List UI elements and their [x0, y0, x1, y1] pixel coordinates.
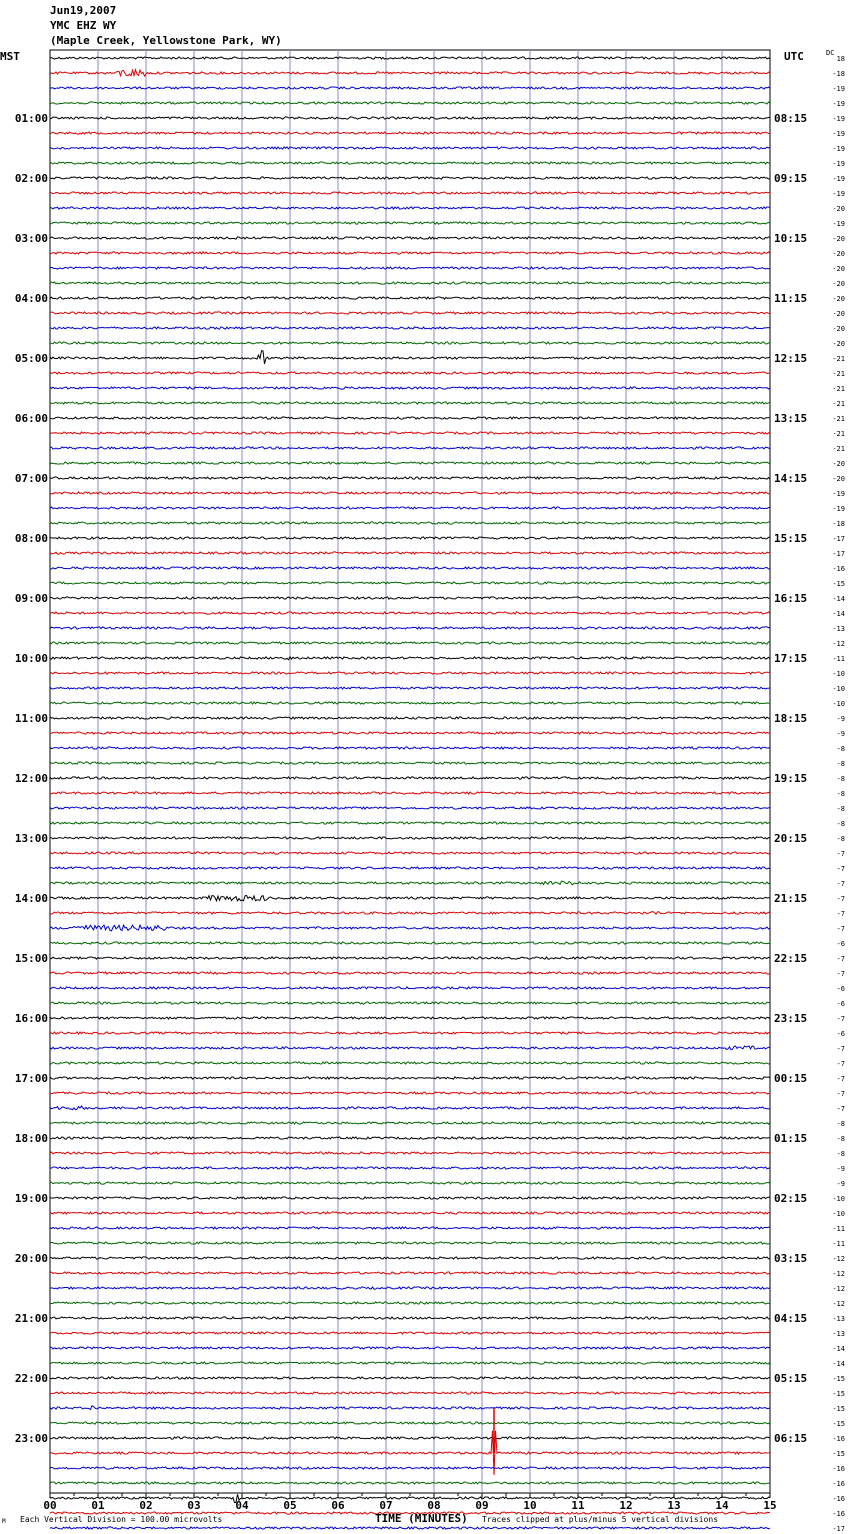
utc-hour-label: 02:15	[774, 1192, 808, 1205]
dc-offset-label: -19	[832, 175, 845, 183]
trace-line	[50, 687, 770, 689]
dc-offset-label: -20	[832, 460, 845, 468]
dc-offset-label: -8	[836, 1135, 845, 1143]
trace-line	[50, 492, 770, 494]
dc-offset-label: -8	[836, 745, 845, 753]
dc-offset-label: -7	[836, 1060, 845, 1068]
trace-line	[50, 351, 770, 364]
dc-offset-label: -20	[832, 280, 845, 288]
dc-offset-label: -7	[836, 970, 845, 978]
utc-hour-label: 12:15	[774, 352, 808, 365]
dc-label: DC	[826, 49, 835, 57]
utc-hour-label: 14:15	[774, 472, 808, 485]
trace-line	[50, 402, 770, 404]
dc-offset-label: -18	[832, 520, 845, 528]
dc-offset-label: -6	[836, 985, 845, 993]
dc-offset-label: -21	[832, 385, 845, 393]
trace-line	[50, 957, 770, 959]
trace-line	[50, 1437, 770, 1439]
x-tick-label: 15	[763, 1499, 777, 1512]
location-label: (Maple Creek, Yellowstone Park, WY)	[50, 34, 282, 47]
dc-offset-label: -20	[832, 235, 845, 243]
scale-note: Each Vertical Division = 100.00 microvolts	[20, 1515, 223, 1524]
trace-line	[50, 507, 770, 509]
dc-offset-label: -7	[836, 1105, 845, 1113]
trace-line	[50, 1362, 770, 1364]
dc-offset-label: -16	[832, 1495, 845, 1503]
trace-line	[50, 267, 770, 269]
dc-offset-label: -20	[832, 475, 845, 483]
mst-hour-label: 15:00	[14, 952, 48, 965]
dc-offset-label: -10	[832, 685, 845, 693]
dc-offset-label: -10	[832, 1210, 845, 1218]
trace-line	[50, 792, 770, 794]
trace-line	[50, 612, 770, 614]
mst-hour-label: 04:00	[14, 292, 48, 305]
mst-hour-label: 09:00	[14, 592, 48, 605]
dc-offset-label: -8	[836, 820, 845, 828]
dc-offset-label: -16	[832, 565, 845, 573]
dc-offset-label: -17	[832, 535, 845, 543]
utc-hour-label: 17:15	[774, 652, 808, 665]
dc-offset-label: -12	[832, 1300, 845, 1308]
trace-line	[50, 1467, 770, 1469]
dc-offset-label: -19	[832, 160, 845, 168]
dc-offset-label: -21	[832, 370, 845, 378]
trace-line	[50, 1182, 770, 1184]
x-tick-label: 10	[523, 1499, 537, 1512]
station-label: YMC EHZ WY	[50, 19, 117, 32]
trace-line	[50, 807, 770, 809]
trace-line	[50, 147, 770, 149]
dc-offset-label: -19	[832, 490, 845, 498]
x-tick-label: 11	[571, 1499, 585, 1512]
dc-offset-label: -10	[832, 670, 845, 678]
utc-hour-label: 15:15	[774, 532, 808, 545]
dc-offset-label: -7	[836, 1075, 845, 1083]
dc-offset-label: -19	[832, 85, 845, 93]
trace-line	[50, 1077, 770, 1079]
mst-hour-label: 08:00	[14, 532, 48, 545]
dc-offset-label: -12	[832, 1285, 845, 1293]
mst-hour-label: 14:00	[14, 892, 48, 905]
trace-line	[50, 222, 770, 224]
trace-line	[50, 732, 770, 734]
trace-line	[50, 312, 770, 314]
dc-offset-label: -8	[836, 775, 845, 783]
trace-line	[50, 102, 770, 104]
trace-line	[50, 881, 770, 885]
x-tick-label: 04	[235, 1499, 249, 1512]
dc-offset-label: -7	[836, 925, 845, 933]
dc-offset-label: -18	[832, 70, 845, 78]
trace-line	[50, 297, 770, 299]
dc-offset-label: -11	[832, 655, 845, 663]
trace-line	[50, 57, 770, 59]
trace-line	[50, 1017, 770, 1019]
mst-hour-label: 21:00	[14, 1312, 48, 1325]
dc-offset-label: -19	[832, 505, 845, 513]
utc-hour-label: 04:15	[774, 1312, 808, 1325]
dc-offset-label: -15	[832, 1420, 845, 1428]
utc-hour-label: 22:15	[774, 952, 808, 965]
mst-hour-label: 20:00	[14, 1252, 48, 1265]
dc-offset-label: -6	[836, 1000, 845, 1008]
trace-line	[50, 657, 770, 660]
trace-line	[50, 432, 770, 434]
x-axis-label: TIME (MINUTES)	[375, 1512, 468, 1525]
trace-line	[50, 642, 770, 644]
trace-line	[50, 822, 770, 824]
trace-line	[50, 597, 770, 599]
x-tick-label: 02	[139, 1499, 153, 1512]
trace-line	[50, 852, 770, 854]
trace-line	[50, 207, 770, 209]
dc-offset-label: -8	[836, 760, 845, 768]
trace-line	[50, 1032, 770, 1034]
dc-offset-label: -15	[832, 1405, 845, 1413]
trace-line	[50, 192, 770, 194]
x-tick-label: 14	[715, 1499, 729, 1512]
trace-line	[50, 162, 770, 164]
dc-offset-label: -13	[832, 1330, 845, 1338]
utc-hour-label: 10:15	[774, 232, 808, 245]
mst-hour-label: 22:00	[14, 1372, 48, 1385]
dc-offset-label: -21	[832, 415, 845, 423]
footer-mark: M	[2, 1518, 6, 1525]
trace-line	[50, 132, 770, 134]
mst-hour-label: 19:00	[14, 1192, 48, 1205]
dc-offset-label: -16	[832, 1510, 845, 1518]
dc-offset-label: -13	[832, 1315, 845, 1323]
trace-line	[50, 1046, 770, 1050]
trace-line	[50, 1212, 770, 1214]
trace-line	[50, 70, 770, 76]
dc-offset-label: -8	[836, 1150, 845, 1158]
dc-offset-label: -19	[832, 100, 845, 108]
dc-offset-label: -16	[832, 1480, 845, 1488]
date-label: Jun19,2007	[50, 4, 117, 17]
dc-offset-label: -20	[832, 250, 845, 258]
dc-offset-label: -7	[836, 895, 845, 903]
dc-offset-label: -7	[836, 955, 845, 963]
dc-offset-label: -7	[836, 880, 845, 888]
trace-line	[50, 1482, 770, 1484]
dc-offset-label: -12	[832, 1255, 845, 1263]
trace-line	[50, 462, 770, 464]
dc-offset-label: -9	[836, 715, 845, 723]
dc-offset-label: -12	[832, 640, 845, 648]
dc-offset-label: -9	[836, 1165, 845, 1173]
mst-hour-label: 11:00	[14, 712, 48, 725]
trace-line	[50, 1317, 770, 1319]
dc-offset-label: -16	[832, 1465, 845, 1473]
trace-line	[50, 1377, 770, 1379]
dc-offset-label: -19	[832, 220, 845, 228]
x-tick-label: 13	[667, 1499, 681, 1512]
trace-line	[50, 1092, 770, 1094]
dc-offset-label: -19	[832, 115, 845, 123]
trace-line	[50, 327, 770, 329]
utc-hour-label: 19:15	[774, 772, 808, 785]
mst-hour-label: 01:00	[14, 112, 48, 125]
trace-line	[50, 1422, 770, 1424]
dc-offset-label: -17	[832, 1525, 845, 1533]
dc-offset-label: -16	[832, 1435, 845, 1443]
dc-offset-label: -21	[832, 400, 845, 408]
dc-offset-label: -17	[832, 550, 845, 558]
mst-hour-label: 16:00	[14, 1012, 48, 1025]
trace-line	[50, 1287, 770, 1289]
trace-line	[50, 1002, 770, 1004]
dc-offset-label: -14	[832, 610, 845, 618]
utc-hour-label: 03:15	[774, 1252, 808, 1265]
trace-line	[50, 895, 770, 901]
utc-hour-label: 01:15	[774, 1132, 808, 1145]
dc-offset-label: -19	[832, 190, 845, 198]
dc-offset-label: -20	[832, 265, 845, 273]
trace-line	[50, 1272, 770, 1274]
utc-hour-label: 11:15	[774, 292, 808, 305]
utc-hour-label: 23:15	[774, 1012, 808, 1025]
mst-hour-label: 07:00	[14, 472, 48, 485]
x-tick-label: 09	[475, 1499, 489, 1512]
dc-offset-label: -9	[836, 730, 845, 738]
trace-line	[50, 837, 770, 839]
dc-offset-label: -7	[836, 1045, 845, 1053]
trace-line	[50, 372, 770, 374]
trace-line	[50, 702, 770, 704]
x-tick-label: 01	[91, 1499, 105, 1512]
trace-line	[50, 867, 770, 869]
mst-hour-label: 12:00	[14, 772, 48, 785]
trace-line	[50, 987, 770, 989]
x-tick-label: 06	[331, 1499, 345, 1512]
trace-line	[50, 117, 770, 119]
mst-hour-label: 17:00	[14, 1072, 48, 1085]
trace-line	[50, 747, 770, 749]
trace-line	[50, 282, 770, 284]
trace-line	[50, 925, 770, 931]
dc-offset-label: -21	[832, 430, 845, 438]
trace-line	[50, 1347, 770, 1349]
dc-offset-label: -19	[832, 130, 845, 138]
trace-line	[50, 342, 770, 344]
trace-line	[50, 252, 770, 254]
trace-line	[50, 972, 770, 974]
trace-line	[50, 387, 770, 389]
mst-hour-label: 03:00	[14, 232, 48, 245]
trace-line	[50, 1527, 770, 1529]
dc-offset-label: -7	[836, 910, 845, 918]
dc-offset-label: -21	[832, 355, 845, 363]
dc-offset-label: -20	[832, 205, 845, 213]
x-tick-label: 03	[187, 1499, 201, 1512]
dc-offset-label: -12	[832, 1270, 845, 1278]
dc-offset-label: -11	[832, 1240, 845, 1248]
dc-offset-label: -9	[836, 1180, 845, 1188]
trace-line	[50, 912, 770, 915]
dc-offset-label: -6	[836, 1030, 845, 1038]
trace-line	[50, 87, 770, 89]
utc-hour-label: 09:15	[774, 172, 808, 185]
trace-line	[50, 177, 770, 179]
dc-offset-label: -10	[832, 700, 845, 708]
dc-offset-label: -8	[836, 790, 845, 798]
trace-line	[50, 1106, 770, 1110]
trace-line	[50, 1332, 770, 1334]
dc-offset-label: -11	[832, 1225, 845, 1233]
trace-line	[50, 1257, 770, 1259]
utc-hour-label: 20:15	[774, 832, 808, 845]
trace-line	[50, 627, 770, 629]
dc-offset-label: -13	[832, 625, 845, 633]
trace-line	[50, 537, 770, 539]
mst-hour-label: 23:00	[14, 1432, 48, 1445]
trace-line	[50, 1242, 770, 1244]
trace-line	[50, 1137, 770, 1139]
trace-line	[50, 1197, 770, 1199]
trace-line	[50, 1152, 770, 1154]
x-tick-label: 08	[427, 1499, 441, 1512]
dc-offset-label: -8	[836, 835, 845, 843]
utc-hour-label: 05:15	[774, 1372, 808, 1385]
dc-offset-label: 18	[836, 55, 845, 63]
dc-offset-label: -14	[832, 1360, 845, 1368]
trace-line	[50, 1062, 770, 1064]
trace-line	[50, 567, 770, 569]
trace-line	[50, 777, 770, 779]
trace-line	[50, 1227, 770, 1229]
trace-line	[50, 582, 770, 584]
dc-offset-label: -8	[836, 805, 845, 813]
trace-line	[50, 552, 770, 554]
dc-offset-label: -7	[836, 850, 845, 858]
dc-offset-label: -7	[836, 1015, 845, 1023]
utc-hour-label: 21:15	[774, 892, 808, 905]
utc-hour-label: 18:15	[774, 712, 808, 725]
mst-hour-label: 13:00	[14, 832, 48, 845]
dc-offset-label: -15	[832, 1375, 845, 1383]
dc-offset-label: -7	[836, 865, 845, 873]
trace-line	[50, 762, 770, 764]
dc-offset-label: -14	[832, 1345, 845, 1353]
trace-line	[50, 672, 770, 674]
trace-line	[50, 237, 770, 239]
dc-offset-label: -10	[832, 1195, 845, 1203]
trace-line	[50, 477, 770, 479]
trace-line	[50, 522, 770, 524]
trace-line	[50, 717, 770, 719]
dc-offset-label: -7	[836, 1090, 845, 1098]
dc-offset-label: -15	[832, 1450, 845, 1458]
utc-hour-label: 16:15	[774, 592, 808, 605]
dc-offset-label: -21	[832, 445, 845, 453]
dc-offset-label: -6	[836, 940, 845, 948]
trace-line	[50, 417, 770, 419]
mst-hour-label: 05:00	[14, 352, 48, 365]
utc-hour-label: 13:15	[774, 412, 808, 425]
dc-offset-label: -20	[832, 325, 845, 333]
mst-hour-label: 06:00	[14, 412, 48, 425]
dc-offset-label: -15	[832, 580, 845, 588]
dc-offset-label: -19	[832, 145, 845, 153]
clip-note: Traces clipped at plus/minus 5 vertical divisions	[482, 1515, 719, 1524]
x-tick-label: 05	[283, 1499, 297, 1512]
dc-offset-label: -14	[832, 595, 845, 603]
dc-offset-label: -20	[832, 310, 845, 318]
x-tick-label: 12	[619, 1499, 633, 1512]
x-tick-label: 07	[379, 1499, 393, 1512]
mst-label: MST	[0, 50, 20, 63]
x-tick-label: 00	[43, 1499, 57, 1512]
dc-offset-label: -8	[836, 1120, 845, 1128]
utc-label: UTC	[784, 50, 804, 63]
dc-offset-label: -20	[832, 295, 845, 303]
trace-line	[50, 1406, 770, 1410]
trace-line	[50, 1302, 770, 1304]
trace-line	[50, 447, 770, 449]
mst-hour-label: 02:00	[14, 172, 48, 185]
trace-line	[50, 1392, 770, 1394]
trace-line	[50, 1167, 770, 1169]
dc-offset-label: -15	[832, 1390, 845, 1398]
trace-line	[50, 1122, 770, 1124]
utc-hour-label: 06:15	[774, 1432, 808, 1445]
utc-hour-label: 00:15	[774, 1072, 808, 1085]
dc-offset-label: -20	[832, 340, 845, 348]
mst-hour-label: 18:00	[14, 1132, 48, 1145]
mst-hour-label: 10:00	[14, 652, 48, 665]
utc-hour-label: 08:15	[774, 112, 808, 125]
trace-line	[50, 942, 770, 944]
